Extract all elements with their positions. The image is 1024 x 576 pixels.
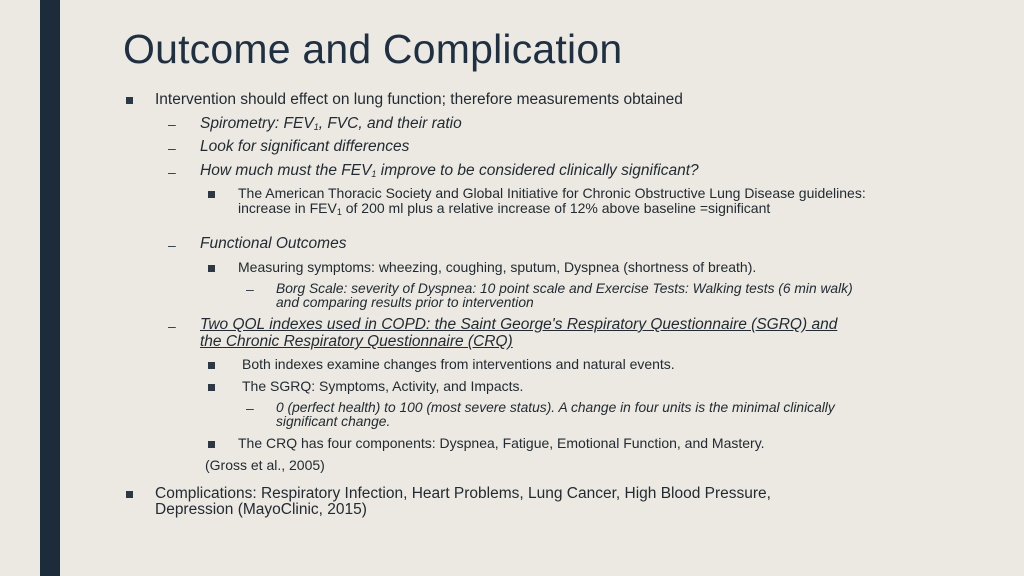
square-bullet-icon	[126, 491, 133, 498]
sub-bullet-how-much: How much must the $FEV_1$ improve to be considered clinically significant?	[200, 162, 699, 179]
dash-bullet-icon: –	[246, 400, 254, 416]
qol-indexes-line2: the Chronic Respiratory Questionnaire (CRQ)	[200, 333, 513, 350]
sub-bullet-spirometry: Spirometry: $FEV_1$, FVC, and their ratio	[200, 115, 462, 132]
accent-bar	[40, 0, 60, 576]
dash-bullet-icon: –	[246, 281, 254, 297]
crq-components: The CRQ has four components: Dyspnea, Fatigue, Emotional Function, and Mastery.	[238, 435, 765, 451]
ats-guideline-line2: increase in $FEV_1$ of 200 ml plus a relative increase of 12% above baseline =significant	[238, 200, 771, 217]
square-bullet-icon	[208, 191, 215, 198]
borg-scale-line2: and comparing results prior to intervention	[276, 295, 534, 310]
measuring-symptoms: Measuring symptoms: wheezing, coughing, sputum, Dyspnea (shortness of breath).	[238, 259, 757, 275]
square-bullet-icon	[208, 441, 215, 448]
citation-gross: (Gross et al., 2005)	[205, 457, 325, 473]
bullet-intervention: Intervention should effect on lung function; therefore measurements obtained	[155, 91, 683, 108]
sub-bullet-look: Look for significant differences	[200, 138, 410, 155]
sub-bullet-functional-outcomes: Functional Outcomes	[200, 235, 347, 252]
both-indexes: Both indexes examine changes from interventions and natural events.	[242, 356, 675, 372]
dash-bullet-icon: –	[168, 140, 176, 156]
dash-bullet-icon: –	[168, 164, 176, 180]
square-bullet-icon	[208, 265, 215, 272]
slide-title: Outcome and Complication	[123, 26, 623, 72]
complications-line1: Complications: Respiratory Infection, Heart Problems, Lung Cancer, High Blood Pressure,	[155, 485, 771, 502]
complications-line2: Depression (MayoClinic, 2015)	[155, 501, 367, 518]
sgrq-scale-line2: significant change.	[276, 414, 391, 429]
square-bullet-icon	[126, 97, 133, 104]
qol-indexes-line1: Two QOL indexes used in COPD: the Saint George's Respiratory Questionnaire (SGRQ) and	[200, 316, 838, 333]
square-bullet-icon	[208, 362, 215, 369]
ats-guideline-line1: The American Thoracic Society and Global Initiative for Chronic Obstructive Lung Disease guidelines:	[238, 185, 866, 201]
sgrq-components: The SGRQ: Symptoms, Activity, and Impacts.	[242, 378, 524, 394]
square-bullet-icon	[208, 384, 215, 391]
dash-bullet-icon: –	[168, 237, 176, 253]
sgrq-scale-line1: 0 (perfect health) to 100 (most severe status). A change in four units is the minimal clinically	[276, 400, 835, 415]
borg-scale-line1: Borg Scale: severity of Dyspnea: 10 point scale and Exercise Tests: Walking tests (6 min walk)	[276, 281, 853, 296]
dash-bullet-icon: –	[168, 318, 176, 334]
dash-bullet-icon: –	[168, 116, 176, 132]
